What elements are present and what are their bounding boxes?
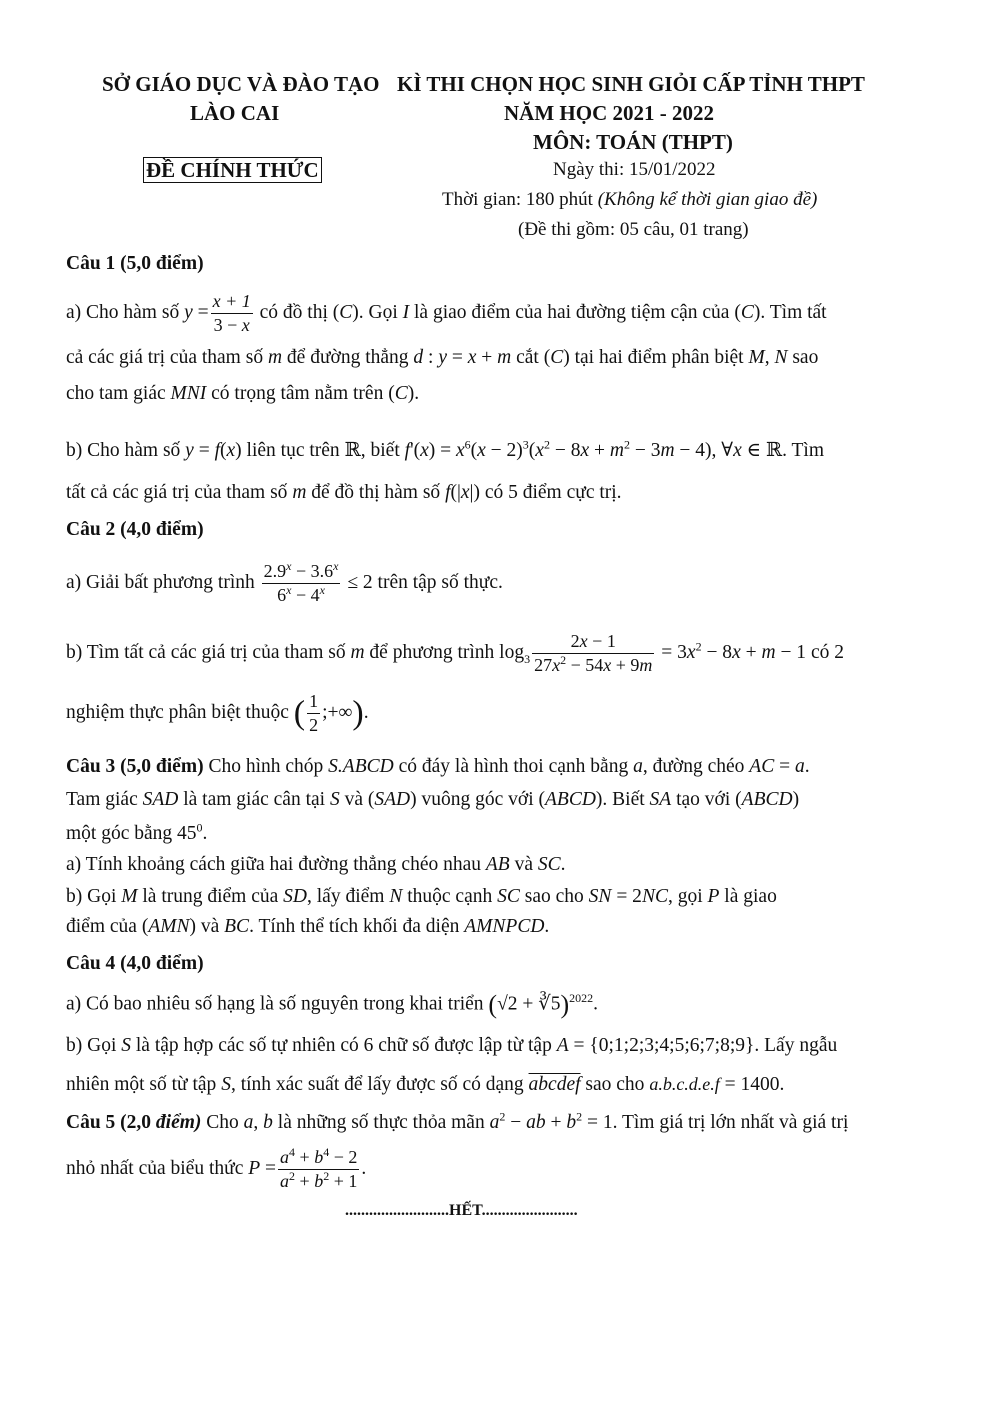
end-marker: ..........................HẾT........................: [345, 1202, 578, 1219]
q3-line1: Câu 3 (5,0 điểm) Cho hình chóp S.ABCD có đáy là hình thoi cạnh bằng a, đường chéo AC = a.: [66, 756, 810, 777]
q1b-line2: tất cả các giá trị của tham số m để đồ thị hàm số f(|x|) có 5 điểm cực trị.: [66, 482, 622, 503]
q1a-line2: cả các giá trị của tham số m để đường thẳng d : y = x + m cắt (C) tại hai điểm phân biệt M, N sao: [66, 347, 819, 368]
q4b-line2: nhiên một số từ tập S, tính xác suất để lấy được số có dạng abcdef sao cho a.b.c.d.e.f = 1400.: [66, 1074, 785, 1095]
q3-line3: một góc bằng $45^0$.: [66, 820, 208, 844]
q1-title: Câu 1 (5,0 điểm): [66, 253, 204, 274]
q5-line2: nhỏ nhất của biểu thức P = $\frac{a^4 + b^4 - 2}{a^2 + b^2 + 1}$ .: [66, 1145, 367, 1191]
q3-line2: Tam giác SAD là tam giác cân tại S và (SAD) vuông góc với (ABCD). Biết SA tạo với (ABCD): [66, 789, 800, 810]
q2-title: Câu 2 (4,0 điểm): [66, 519, 204, 540]
q2b-line1: b) Tìm tất cả các giá trị của tham số m để phương trình $\log_3$ $\frac{2x - 1}{27x^2 - 54x + 9m}$ = $3x^2 - 8x + m - 1$ có 2: [66, 631, 844, 675]
q1a-line1: a) Cho hàm số y = $\frac{x + 1}{3 - x}$ có đồ thị (C). Gọi I là giao điểm của hai đường tiệm cận của (C). Tìm tất: [66, 291, 827, 335]
q1a-line3: cho tam giác MNI có trọng tâm nằm trên (C).: [66, 383, 420, 404]
dept-line1: SỞ GIÁO DỤC VÀ ĐÀO TẠO: [102, 72, 380, 96]
q3a-line: a) Tính khoảng cách giữa hai đường thẳng chéo nhau AB và SC.: [66, 854, 566, 875]
q5-line1: Câu 5 (2,0 điểm) Cho a, b là những số thực thỏa mãn $a^2$ − ab + $b^2 = 1$. Tìm giá trị lớn nhất và giá trị: [66, 1109, 849, 1133]
subject: MÔN: TOÁN (THPT): [533, 130, 733, 154]
q2b-line2: nghiệm thực phân biệt thuộc ( $\frac{1}{2}$ ;+∞).: [66, 691, 369, 735]
school-year: NĂM HỌC 2021 - 2022: [504, 101, 714, 125]
exam-date: Ngày thi: 15/01/2022: [553, 159, 716, 180]
official-stamp: ĐỀ CHÍNH THỨC: [143, 158, 322, 183]
q3b-line2: điểm của (AMN) và BC. Tính thể tích khối đa diện AMNPCD.: [66, 916, 550, 937]
q4a-line: a) Có bao nhiêu số hạng là số nguyên trong khai triển (√2 + ∛5)$^{2022}$.: [66, 990, 599, 1019]
q2a-line: a) Giải bất phương trình $\frac{2.9^x - 3.6^x}{6^x - 4^x}$ ≤ 2 trên tập số thực.: [66, 559, 503, 605]
dept-line2: LÀO CAI: [190, 101, 280, 125]
q4b-line1: b) Gọi S là tập hợp các số tự nhiên có 6 chữ số được lập từ tập A = {0;1;2;3;4;5;6;7;8;9}. Lấy ngẫu: [66, 1035, 838, 1056]
exam-time: Thời gian: 180 phút (Không kể thời gian giao đề): [442, 189, 818, 210]
exam-title: KÌ THI CHỌN HỌC SINH GIỎI CẤP TỈNH THPT: [397, 72, 865, 96]
q3b-line1: b) Gọi M là trung điểm của SD, lấy điểm N thuộc cạnh SC sao cho SN = 2NC, gọi P là giao: [66, 886, 777, 907]
pages-note: (Đề thi gồm: 05 câu, 01 trang): [518, 219, 749, 240]
q4-title: Câu 4 (4,0 điểm): [66, 953, 204, 974]
q1b-line1: b) Cho hàm số y = f(x) liên tục trên ℝ, biết $f'(x) = x^6(x - 2)^3(x^2 - 8x + m^2 - 3m - 4)$, ∀x ∈ ℝ. Tìm: [66, 437, 825, 461]
